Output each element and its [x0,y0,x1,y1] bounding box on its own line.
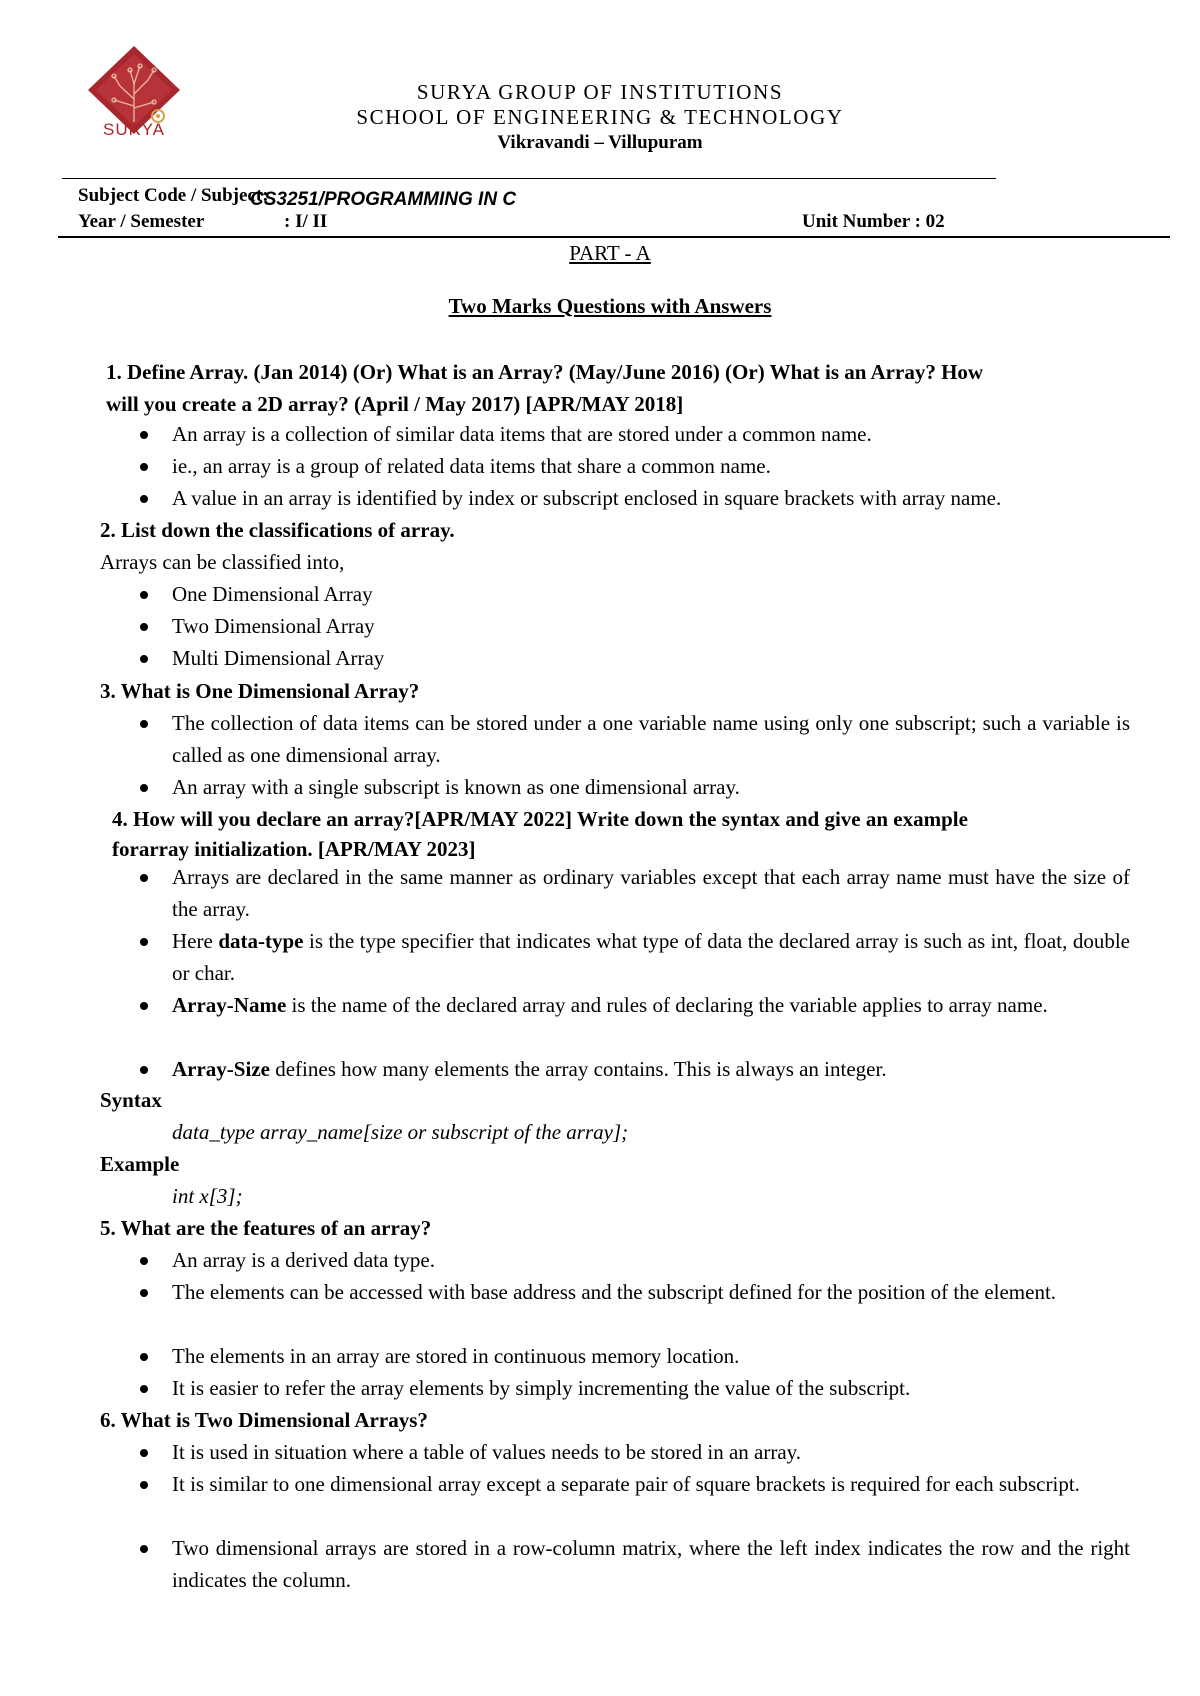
q1-answer-1: An array is a collection of similar data items that are stored under a common name. [172,422,872,446]
logo-text: SURYA [102,120,165,139]
q4-answer-3-text: is the name of the declared array and rules of declaring the variable applies to array name. [286,993,1048,1017]
section-title: Two Marks Questions with Answers [448,294,772,318]
q6-title: 6. What is Two Dimensional Arrays? [100,1408,428,1432]
bullet-icon [138,1287,150,1299]
bullet-icon [138,621,150,633]
q4-answer-2-prefix: Here [172,929,219,953]
q2-answer-3: Multi Dimensional Array [172,646,385,670]
bullet-icon [138,1000,150,1012]
location: Vikravandi – Villupuram [497,132,703,153]
term-array-size: Array-Size [172,1057,270,1081]
school-name: SCHOOL OF ENGINEERING & TECHNOLOGY [356,105,844,129]
subject-value: CS3251/PROGRAMMING IN C [250,189,517,210]
syntax-code: data_type array_name[size or subscript of the array]; [172,1120,629,1144]
q4-title-line1: 4. How will you declare an array?[APR/MAY 2022] Write down the syntax and give an example [112,807,968,831]
part-heading: PART - A [569,241,651,265]
q5-answer-1: An array is a derived data type. [172,1248,435,1272]
year-line [78,210,328,234]
institution-header [0,80,1200,155]
bullet-icon [138,718,150,730]
bullet-icon [138,1383,150,1395]
bullet-icon [138,653,150,665]
q5-answer-4: It is easier to refer the array elements by simply incrementing the value of the subscript. [172,1376,911,1400]
unit-line [802,210,945,234]
q5-answer-3: The elements in an array are stored in continuous memory location. [172,1344,740,1368]
q4-answer-2 [172,925,1130,989]
q3-title: 3. What is One Dimensional Array? [100,679,420,703]
bullet-icon [138,429,150,441]
q4-answer-4-text: defines how many elements the array contains. This is always an integer. [269,1057,887,1081]
example-label: Example [100,1152,180,1176]
q6-answer-3: Two dimensional arrays are stored in a row-column matrix, where the left index indicates the row and the right indicates the column. [172,1536,1130,1592]
q4-title-line2: forarray initialization. [APR/MAY 2023] [112,837,476,861]
bullet-icon [138,872,150,884]
q5-answer-2: The elements can be accessed with base address and the subscript defined for the position of the element. [172,1280,1057,1304]
q2-answer-1: One Dimensional Array [172,582,373,606]
q4-answer-4 [172,1053,887,1085]
q1-answer-2: ie., an array is a group of related data items that share a common name. [172,454,771,478]
example-code: int x[3]; [172,1184,243,1208]
q6-answer-1: It is used in situation where a table of values needs to be stored in an array. [172,1440,802,1464]
q1-title-line1: 1. Define Array. (Jan 2014) (Or) What is an Array? (May/June 2016) (Or) What is an Array? How [106,360,984,384]
q4-answer-1: Arrays are declared in the same manner as ordinary variables except that each array name must have the size of the array. [172,865,1130,921]
header-divider [62,178,996,179]
unit-label: Unit Number [802,211,910,232]
bullet-icon [138,461,150,473]
q2-answer-2: Two Dimensional Array [172,614,375,638]
q6-answer-2: It is similar to one dimensional array except a separate pair of square brackets is required for each subscript. [172,1472,1080,1496]
term-data-type: data-type [218,929,304,953]
bullet-icon [138,493,150,505]
q3-answer-1: The collection of data items can be stored under a one variable name using only one subscript; such a variable is called as one dimensional array. [172,711,1130,767]
institution-name: SURYA GROUP OF INSTITUTIONS [416,80,784,104]
unit-value: : 02 [914,211,945,232]
bullet-icon [138,782,150,794]
bullet-icon [138,1064,150,1076]
bullet-icon [138,1351,150,1363]
bullet-icon [138,1447,150,1459]
bullet-icon [138,936,150,948]
year-label: Year / Semester [78,211,205,232]
bullet-icon [138,1479,150,1491]
subject-divider [58,236,1170,238]
bullet-icon [138,589,150,601]
q4-answer-2-text: is the type specifier that indicates what type of data the declared array is such as int, float, double or char. [172,929,1130,985]
year-value: : I/ II [284,211,328,232]
q2-intro: Arrays can be classified into, [100,550,345,574]
q2-title: 2. List down the classifications of array. [100,518,455,542]
q1-answer-3: A value in an array is identified by index or subscript enclosed in square brackets with array name. [172,486,1002,510]
bullet-icon [138,1543,150,1555]
q3-answer-2: An array with a single subscript is known as one dimensional array. [172,775,740,799]
term-array-name: Array-Name [172,993,287,1017]
q5-title: 5. What are the features of an array? [100,1216,432,1240]
subject-label: Subject Code / Subject: [78,185,269,206]
q1-title-line2: will you create a 2D array? (April / May 2017) [APR/MAY 2018] [106,392,684,416]
bullet-icon [138,1255,150,1267]
subject-line [78,184,517,210]
q4-answer-3 [172,989,1130,1021]
syntax-label: Syntax [100,1088,162,1112]
